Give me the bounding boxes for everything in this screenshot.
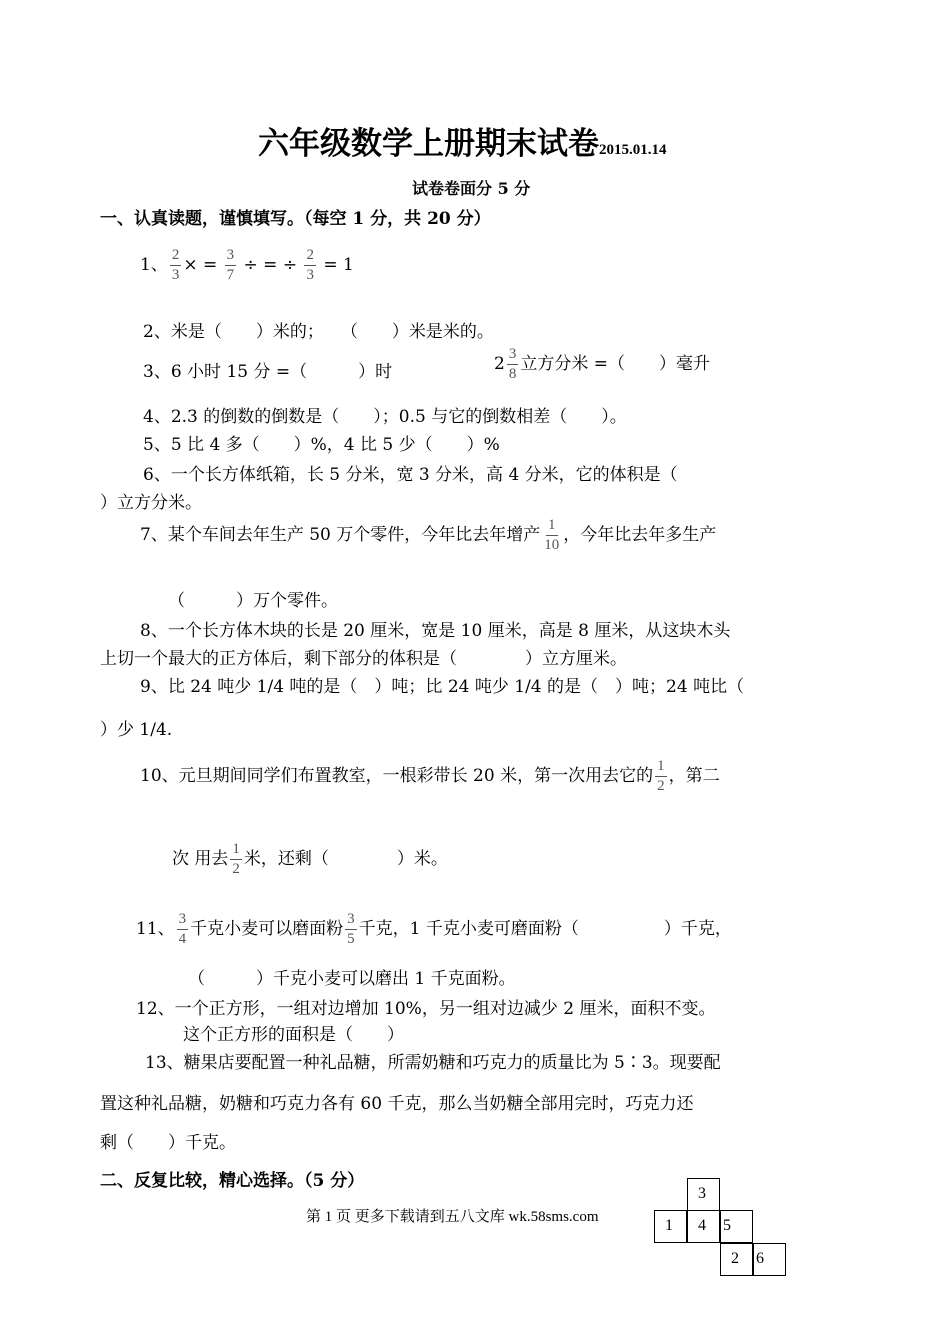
cube-net-cell: 3: [687, 1178, 720, 1211]
cube-net-cell: 5: [720, 1210, 753, 1243]
question-2: 2、米是（ ）米的； （ ）米是米的。: [143, 322, 494, 342]
question-12-line1: 12、一个正方形，一组对边增加 10%，另一组对边减少 2 厘米，面积不变。: [136, 999, 716, 1019]
question-12-line2: 这个正方形的面积是（ ）: [183, 1025, 404, 1045]
question-10-line2: 次 用去 $\frac{1}{2}$ 米，还剩（ ）米。: [172, 841, 448, 877]
question-9-line1: 9、比 24 吨少 1/4 吨的是（ ）吨；比 24 吨少 1/4 的是（ ）吨；24 吨比（: [140, 677, 745, 697]
question-7: 7、某个车间去年生产 50 万个零件，今年比去年增产 $\frac{1}{10}$ ，今年比去年多生产: [140, 517, 717, 553]
question-8-line2: 上切一个最大的正方体后，剩下部分的体积是（ ）立方厘米。: [100, 649, 627, 669]
question-13-line3: 剩（ ）千克。: [100, 1133, 236, 1153]
question-6-line2: ）立方分米。: [100, 493, 202, 513]
question-3b: 2 $\frac{3}{8}$ 立方分米 =（ ）毫升: [494, 346, 710, 382]
question-4: 4、2.3 的倒数的倒数是（ ）；0.5 与它的倒数相差（ ）。: [143, 407, 627, 427]
question-1: 1、 $\frac{2}{3}$ × = $\frac{3}{7}$ ÷ = ÷ $\frac{2}{3}$ = 1: [140, 247, 354, 283]
question-5: 5、5 比 4 多（ ）%，4 比 5 少（ ）%: [143, 435, 500, 455]
question-9-line2: ）少 1/4.: [100, 720, 173, 740]
page-footer: 第 1 页 更多下载请到五八文库 wk.58sms.com: [306, 1209, 599, 1225]
question-13-line2: 置这种礼品糖，奶糖和巧克力各有 60 千克，那么当奶糖全部用完时，巧克力还: [100, 1094, 694, 1114]
subtitle: 试卷卷面分 5 分: [412, 179, 531, 198]
question-11-line2: （ ）千克小麦可以磨出 1 千克面粉。: [188, 969, 516, 989]
question-7-line2: （ ）万个零件。: [168, 591, 338, 611]
question-11: 11、 $\frac{3}{4}$ 千克小麦可以磨面粉 $\frac{3}{5}$ 千克，1 千克小麦可磨面粉（ ）千克，: [136, 911, 732, 947]
section2-heading: 二、反复比较，精心选择。（5 分）: [100, 1171, 365, 1191]
page-title: 六年级数学上册期末试卷2015.01.14: [258, 126, 667, 162]
cube-net-cell: 2: [720, 1243, 753, 1276]
cube-net-cell: 6: [753, 1243, 786, 1276]
cube-net-cell: 4: [687, 1210, 720, 1243]
section1-heading: 一、认真读题，谨慎填写。（每空 1 分，共 20 分）: [100, 209, 491, 229]
question-6-line1: 6、一个长方体纸箱，长 5 分米，宽 3 分米，高 4 分米，它的体积是（: [143, 465, 678, 485]
question-13-line1: 13、糖果店要配置一种礼品糖，所需奶糖和巧克力的质量比为 5∶3。现要配: [145, 1053, 721, 1073]
exam-date: 2015.01.14: [599, 142, 667, 158]
question-10: 10、元旦期间同学们布置教室，一根彩带长 20 米，第一次用去它的 $\frac{1}{2}$ ，第二: [140, 758, 720, 794]
cube-net-cell: 1: [654, 1210, 687, 1243]
question-8-line1: 8、一个长方体木块的长是 20 厘米，宽是 10 厘米，高是 8 厘米，从这块木头: [140, 621, 731, 641]
question-3a: 3、6 小时 15 分 =（ ）时: [143, 362, 393, 382]
